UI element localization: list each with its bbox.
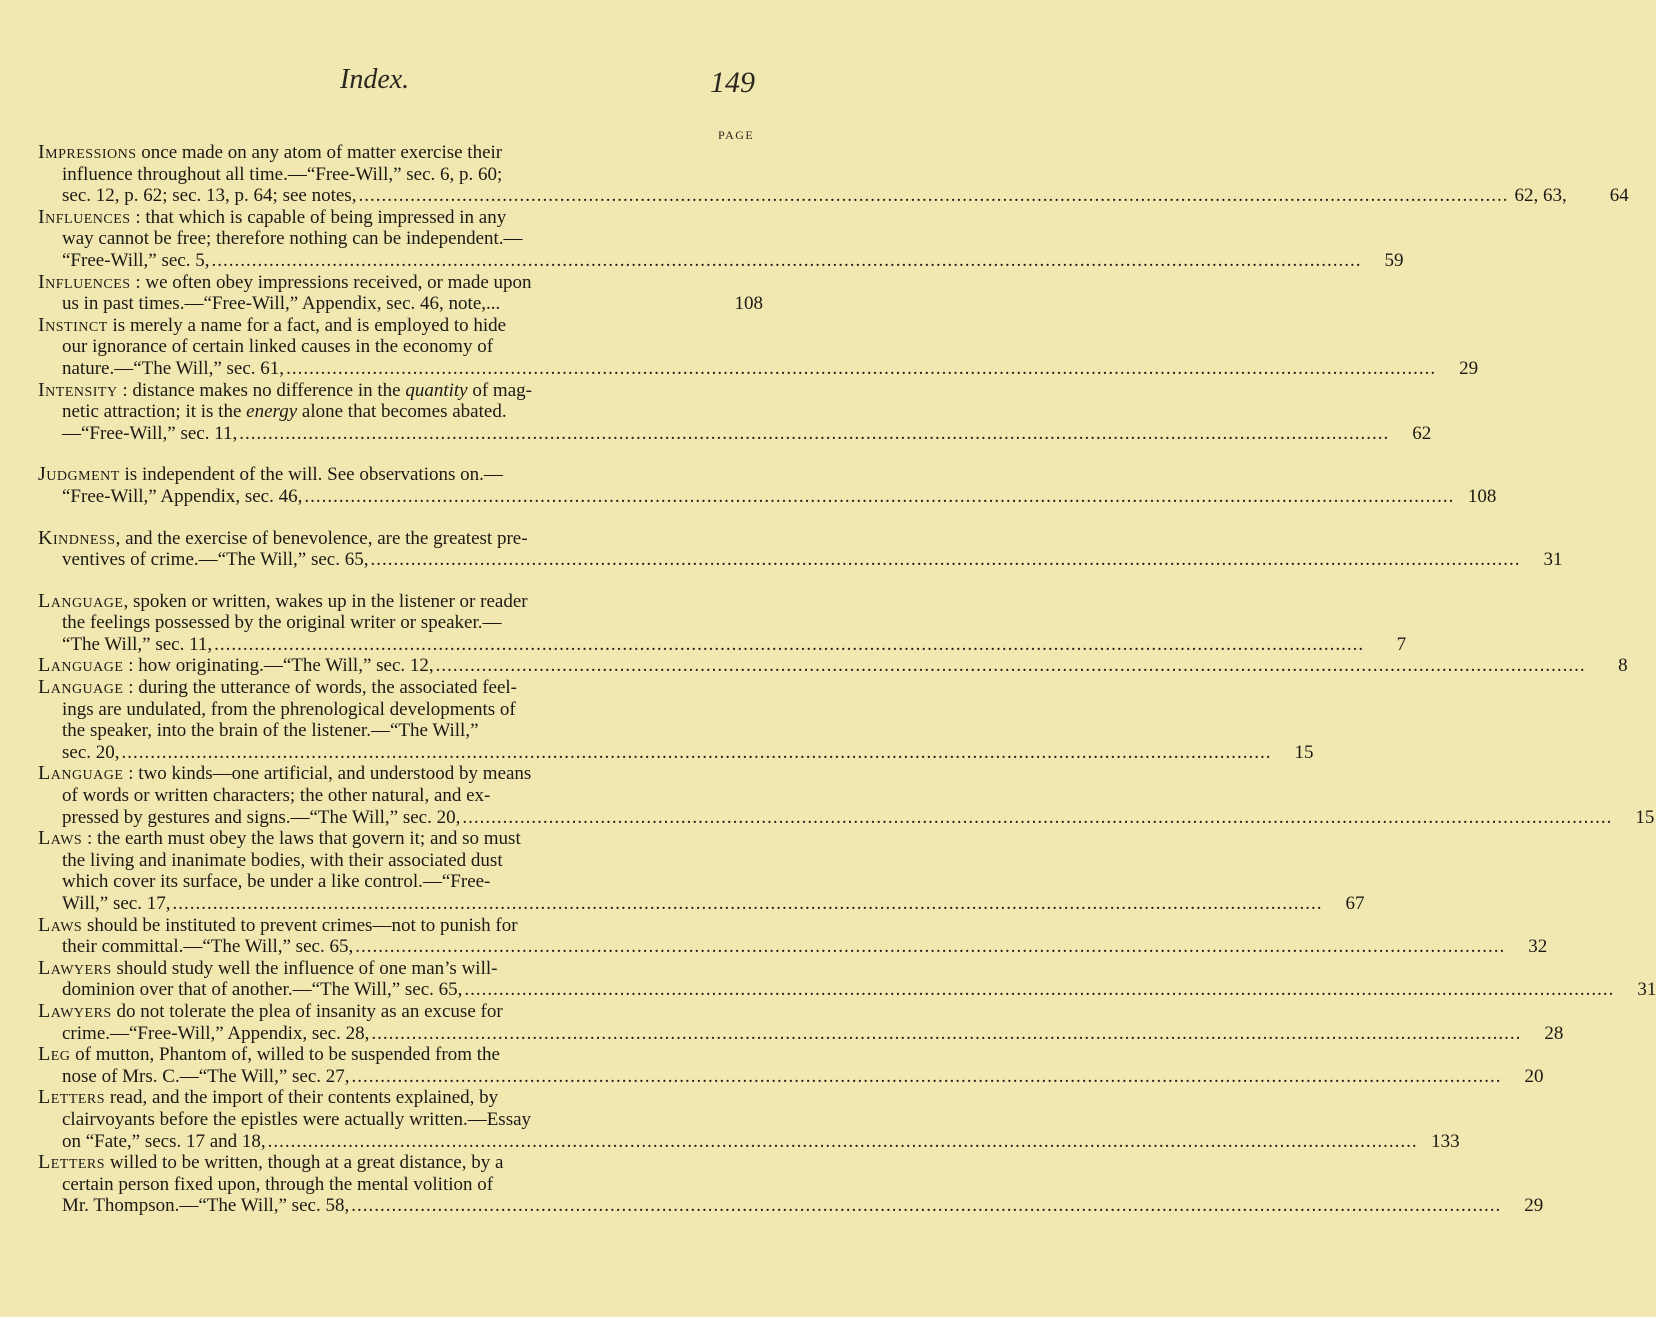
entry-heading: Judgment [38,463,120,486]
index-entry [38,205,1404,272]
entry-page-number: 28 [1544,1022,1564,1044]
entry-text: our ignorance of certain linked causes in the economy of [62,336,494,358]
index-entry [38,463,1497,507]
entry-line [38,1109,763,1131]
entry-text: which cover its surface, be under a like control.—“Free- [62,871,491,893]
index-entry [38,313,1479,380]
entry-line [38,1044,763,1066]
entry-text: read, and the import of their contents explained, by [105,1087,499,1109]
entry-text: once made on any atom of matter exercise their [136,142,503,163]
entry-line [38,185,1629,207]
entry-page-number: 133 [1431,1130,1460,1152]
entry-heading: Letters [38,1151,106,1174]
entry-line [38,720,763,742]
dot-leader: ........................................................................................................................................................................................................ [371,1022,1522,1044]
entry-heading: Letters [38,1086,106,1109]
entry-text: “Free-Will,” sec. 5, [62,249,210,271]
index-entry [38,654,1628,677]
index-entry [38,676,1314,763]
entry-text: sec. 12, p. 62; sec. 13, p. 64; see notes, [62,185,357,207]
entry-line [38,654,1628,677]
entry-heading: Lawyers [38,999,112,1022]
entry-page-number: 67 [1345,893,1365,914]
entry-text: ventives of crime.—“The Will,” sec. 65, [62,549,369,571]
entry-line [38,850,763,872]
entry-line [38,1065,1544,1088]
entry-line [38,893,1365,915]
entry-line [38,936,1548,958]
page-column-label: PAGE [718,128,755,142]
entry-text: should study well the influence of one man’s will- [111,957,498,979]
dot-leader: ........................................................................................................................................................................................................ [304,485,1455,507]
entry-text: , and the exercise of benevolence, are the greatest pre- [115,527,528,549]
entry-line [38,1022,1564,1045]
entry-text: is merely a name for a fact, and is employed to hide [107,314,507,336]
entry-text: dominion over that of another.—“The Will,” sec. 65, [62,979,463,1001]
entry-text: : the earth must obey the laws that govern it; and so must [82,828,521,850]
entry-heading: Influences [38,270,131,293]
page-number: 149 [710,66,755,99]
entry-text: : we often obey impressions received, or made upon [130,271,532,293]
entry-text: “The Will,” sec. 11, [62,633,213,655]
entry-line [38,207,763,229]
entry-line [38,272,763,294]
entry-line [38,785,763,807]
entry-text: of words or written characters; the other natural, and ex- [62,785,491,807]
index-entry [38,589,1407,656]
entry-text: nose of Mrs. C.—“The Will,” sec. 27, [62,1065,350,1087]
entry-heading: Laws [38,827,83,850]
entry-line [38,699,763,721]
entry-text: way cannot be free; therefore nothing can be independent.— [62,228,523,250]
entry-page-number: 15 [1635,806,1655,828]
entry-text: nature.—“The Will,” sec. 61, [62,357,285,379]
entry-text: Mr. Thompson.—“The Will,” sec. 58, [62,1195,350,1217]
dot-leader: ........................................................................................................................................................................................................ [462,806,1613,828]
entry-text: : how originating.—“The Will,” sec. 12, [123,655,434,677]
entry-text: pressed by gestures and signs.—“The Will,” sec. 20, [62,806,461,828]
dot-leader: ........................................................................................................................................................................................................ [370,549,1521,571]
entry-text: ings are undulated, from the phrenological developments of [62,698,516,720]
entry-text: the feelings possessed by the original writer or speaker.— [62,612,502,634]
entry-line [38,1174,763,1196]
entry-line [38,1001,763,1023]
entry-text: willed to be written, though at a great distance, by a [105,1152,504,1174]
dot-leader: ........................................................................................................................................................................................................ [351,1065,1502,1087]
index-entry [38,526,1563,571]
entry-text: netic attraction; it is the energy alone that becomes abated. [62,401,507,423]
entry-page-number: 20 [1524,1065,1544,1087]
entry-line [38,1087,763,1109]
entry-text: their committal.—“The Will,” sec. 65, [62,936,354,958]
entry-line [38,249,1404,272]
entry-page-number: 62 [1412,422,1432,444]
entry-text: : two kinds—one artificial, and understood by means [123,763,532,785]
index-entry [38,1151,1544,1217]
entry-line [38,763,763,785]
entry-line [38,228,763,250]
entry-heading: Language [38,762,124,785]
entry-line [38,612,763,634]
entry-line [38,142,763,164]
entry-line [38,315,763,337]
entry-line [38,633,1407,656]
entry-line [38,336,763,358]
entry-heading: Language [38,654,124,677]
entry-page-number: 31 [1543,549,1563,571]
entry-page-number: 15 [1294,741,1314,763]
entry-line [38,677,763,699]
entry-page-number: 64 [1609,185,1629,207]
entry-line [38,401,763,423]
dot-leader: ........................................................................................................................................................................................................ [351,1195,1502,1217]
entry-text: —“Free-Will,” sec. 11, [62,422,238,444]
entry-page-number: 108 [1467,485,1497,507]
dot-leader: ........................................................................................................................................................................................................ [214,633,1365,655]
entry-text: , spoken or written, wakes up in the listener or reader [123,590,528,612]
entry-heading: Language [38,589,124,612]
entry-line [38,464,763,486]
entry-text: : that which is capable of being impressed in any [130,206,507,228]
entry-heading: Kindness [38,526,116,549]
entry-page-number: 29 [1459,357,1479,379]
index-entry [38,378,1432,445]
dot-leader: ........................................................................................................................................................................................................ [121,741,1272,763]
entry-text: influence throughout all time.—“Free-Will,” sec. 6, p. 60; [62,163,503,185]
entry-text: : distance makes no difference in the quantity of mag- [117,379,532,401]
dot-leader: ........................................................................................................................................................................................................ [355,936,1506,958]
entry-heading: Lawyers [38,956,112,979]
entry-line [38,528,763,550]
entry-page-number: 29 [1524,1195,1544,1217]
entry-page-number: 32 [1528,936,1548,958]
index-entry [38,141,1629,207]
dot-leader: ........................................................................................................................................................................................................ [464,979,1615,1001]
entry-text: is independent of the will. See observations on.— [119,464,503,486]
entry-line [38,357,1479,380]
entry-heading: Intensity [38,378,118,401]
entry-text: us in past times.—“Free-Will,” Appendix, sec. 46, note,... [62,293,501,315]
index-entry [38,1086,1460,1152]
entry-heading: Laws [38,913,83,936]
dot-leader: ........................................................................................................................................................................................................ [239,422,1390,444]
dot-leader: ........................................................................................................................................................................................................ [211,249,1362,271]
entry-page-number: 59 [1384,249,1404,271]
entry-line [38,806,1655,829]
entry-line [38,979,1656,1001]
index-entry [38,762,1655,828]
dot-leader: ........................................................................................................................................................................................................ [267,1130,1418,1152]
entry-text: the living and inanimate bodies, with their associated dust [62,849,503,871]
entry-page-number: 108 [734,293,763,315]
entry-line [38,591,763,613]
entry-line [38,380,763,402]
entry-line [38,1130,1460,1153]
entry-text: the speaker, into the brain of the listener.—“The Will,” [62,720,479,742]
entry-line [38,741,1314,764]
entry-text: clairvoyants before the epistles were actually written.—Essay [62,1108,532,1130]
entry-page-number: 31 [1637,979,1656,1001]
entry-line [38,915,763,937]
entry-text: of mutton, Phantom of, willed to be suspended from the [70,1044,500,1066]
entry-line [38,871,763,893]
running-title: Index. [340,64,410,95]
entry-line [38,422,1432,445]
entry-line [38,958,763,980]
index-entry [38,827,1365,914]
entry-heading: Impressions [38,141,137,163]
entry-text: certain person fixed upon, through the mental volition of [62,1173,494,1195]
entry-line [38,485,1497,508]
page-header [0,64,800,104]
index-entry [38,1043,1544,1087]
index-entry [38,999,1564,1044]
index-entry [38,913,1548,958]
entry-heading: Leg [38,1043,71,1066]
entry-line [38,1195,1544,1217]
entry-text: crime.—“Free-Will,” Appendix, sec. 28, [62,1022,370,1044]
dot-leader: ........................................................................................................................................................................................................ [358,185,1509,207]
entry-line [38,293,763,315]
dot-leader: ........................................................................................................................................................................................................ [286,357,1437,379]
entry-line [38,828,763,850]
dot-leader: ........................................................................................................................................................................................................ [435,655,1586,677]
entry-page-number: 7 [1396,633,1407,655]
entry-line [38,164,763,186]
entry-text: should be instituted to prevent crimes—not to punish for [82,914,518,936]
entry-text: on “Fate,” secs. 17 and 18, [62,1130,266,1152]
dot-leader: ........................................................................................................................................................................................................ [172,893,1323,914]
index-entry [38,956,1656,1001]
index-entries [38,141,1656,1217]
entry-text: Will,” sec. 17, [62,893,171,914]
entry-text: : during the utterance of words, the associated feel- [123,677,518,699]
entry-text: sec. 20, [62,741,120,763]
entry-line [38,549,1563,571]
index-entry [38,272,763,315]
entry-text: “Free-Will,” Appendix, sec. 46, [62,485,303,507]
entry-heading: Instinct [38,313,108,336]
entry-line [38,1152,763,1174]
entry-pages-inline: 62, 63, [1514,185,1567,207]
entry-text: do not tolerate the plea of insanity as an excuse for [111,1000,503,1022]
entry-page-number: 8 [1618,655,1628,677]
entry-heading: Influences [38,205,131,228]
entry-heading: Language [38,676,124,699]
